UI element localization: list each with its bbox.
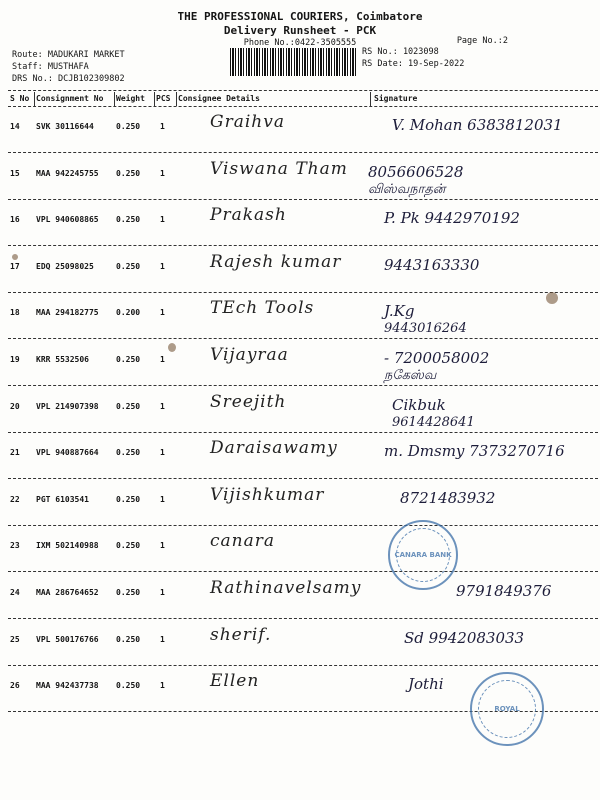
signature: - 7200058002	[384, 349, 490, 367]
col-separator	[370, 92, 371, 106]
col-separator	[176, 92, 177, 106]
serial-number: 16	[10, 215, 20, 225]
table-row	[10, 294, 598, 340]
consignment-number: MAA 942245755	[36, 168, 99, 178]
table-row	[10, 527, 598, 573]
signature: 9791849376	[456, 582, 552, 600]
pieces: 1	[160, 401, 165, 411]
staff: Staff: MUSTHAFA	[12, 62, 89, 72]
pieces: 1	[160, 355, 165, 364]
pieces: 1	[160, 588, 165, 597]
row-divider	[8, 199, 598, 200]
table-row	[10, 341, 598, 387]
table-header	[10, 92, 598, 106]
row-divider	[8, 245, 598, 246]
serial-number: 25	[10, 634, 20, 644]
row-divider	[8, 665, 598, 666]
pieces: 1	[160, 215, 165, 225]
weight: 0.250	[116, 215, 141, 225]
row-divider	[8, 618, 598, 619]
weight: 0.250	[116, 588, 141, 597]
phone-number: Phone No.:0422-3505555	[243, 38, 357, 48]
ink-blot	[546, 292, 558, 304]
bank-stamp-text: CANARA BANK	[394, 551, 452, 559]
seal-stamp	[470, 672, 544, 746]
serial-number: 17	[10, 261, 20, 271]
rs-date: RS Date: 19-Sep-2022	[362, 59, 465, 69]
ink-blot	[12, 254, 18, 260]
weight: 0.250	[116, 355, 141, 364]
seal-stamp-text: ROYAL	[494, 705, 520, 713]
weight: 0.250	[116, 261, 141, 271]
table-row	[10, 248, 598, 294]
table-row	[10, 388, 598, 434]
col-separator	[34, 92, 35, 106]
consignee-name: TEch Tools	[210, 298, 315, 319]
col-separator	[154, 92, 155, 106]
signature: J.Kg	[384, 302, 415, 321]
serial-number: 19	[10, 355, 20, 364]
consignee-name: Graihva	[210, 112, 285, 132]
barcode	[230, 48, 356, 76]
consignee-name: Rajesh kumar	[210, 251, 342, 272]
row-divider	[8, 338, 598, 339]
signature: 9443163330	[384, 255, 480, 274]
table-row	[10, 621, 598, 667]
row-divider	[8, 525, 598, 526]
signature-extra: 9614428641	[392, 414, 475, 430]
divider	[8, 90, 598, 91]
serial-number: 26	[10, 681, 20, 691]
pieces: 1	[160, 168, 165, 178]
col-pcs: PCS	[156, 94, 171, 103]
table-row	[10, 481, 598, 527]
consignment-number: VPL 500176766	[36, 634, 99, 644]
signature: m. Dmsmy 7373270716	[384, 442, 565, 461]
row-divider	[8, 292, 598, 293]
consignee-name: Sreejith	[210, 391, 287, 412]
signature: Jothi	[408, 675, 444, 694]
pieces: 1	[160, 541, 165, 551]
signature-extra: 9443016264	[384, 321, 467, 337]
consignment-number: KRR 5532506	[36, 355, 89, 364]
serial-number: 22	[10, 494, 20, 504]
runsheet-title: Delivery Runsheet - PCK	[223, 24, 377, 37]
pieces: 1	[160, 494, 165, 504]
consignment-number: PGT 6103541	[36, 494, 89, 504]
serial-number: 20	[10, 401, 20, 411]
consignment-number: MAA 942437738	[36, 681, 99, 691]
serial-number: 23	[10, 541, 20, 551]
signature-extra: நகேஸ்வ	[384, 368, 437, 383]
weight: 0.250	[116, 634, 141, 644]
meta-left	[12, 49, 125, 85]
signature: Cikbuk	[392, 395, 446, 414]
serial-number: 21	[10, 448, 20, 458]
serial-number: 15	[10, 168, 20, 178]
signature: V. Mohan 6383812031	[392, 116, 563, 134]
pieces: 1	[160, 261, 165, 271]
pieces: 1	[160, 681, 165, 691]
row-divider	[8, 152, 598, 153]
serial-number: 24	[10, 588, 20, 597]
consignee-name: Rathinavelsamy	[210, 578, 362, 598]
pieces: 1	[160, 634, 165, 644]
table-row	[10, 574, 598, 620]
serial-number: 14	[10, 122, 20, 131]
signature: 8721483932	[400, 488, 496, 507]
signature-extra: விஸ்வநாதன்	[368, 181, 446, 197]
signature: 8056606528	[368, 162, 464, 181]
signature: Sd 9942083033	[404, 628, 525, 647]
table-row	[10, 108, 598, 154]
ink-blot	[168, 343, 176, 352]
drs-number: DRS No.: DCJB102309802	[12, 74, 125, 84]
weight: 0.250	[116, 168, 141, 178]
consignee-name: Prakash	[210, 205, 287, 226]
table-row	[10, 155, 598, 201]
row-divider	[8, 478, 598, 479]
weight: 0.250	[116, 681, 141, 691]
pieces: 1	[160, 448, 165, 458]
meta-right	[362, 46, 464, 70]
consignee-name: sherif.	[210, 624, 272, 645]
weight: 0.250	[116, 448, 141, 458]
col-consignee: Consignee Details	[178, 94, 260, 103]
company-title: THE PROFESSIONAL COURIERS, Coimbatore	[177, 10, 423, 23]
row-divider	[8, 571, 598, 572]
weight: 0.250	[116, 541, 141, 551]
consignee-name: Vijishkumar	[210, 484, 325, 505]
pieces: 1	[160, 122, 165, 131]
consignment-number: MAA 294182775	[36, 308, 99, 318]
col-signature: Signature	[374, 94, 418, 103]
consignee-name: Daraisawamy	[210, 438, 338, 459]
consignee-name: Ellen	[210, 671, 260, 692]
row-divider	[8, 432, 598, 433]
consignee-name: canara	[210, 531, 276, 552]
consignment-number: EDQ 25098025	[36, 261, 94, 271]
consignee-name: Vijayraa	[210, 345, 289, 365]
consignment-number: VPL 940608865	[36, 215, 99, 225]
weight: 0.250	[116, 494, 141, 504]
signature: P. Pk 9442970192	[384, 209, 520, 228]
divider	[8, 106, 598, 107]
bank-stamp	[388, 520, 458, 590]
consignment-number: VPL 940887664	[36, 448, 99, 458]
col-sno: S No	[10, 94, 30, 103]
consignment-number: VPL 214907398	[36, 401, 99, 411]
consignment-number: MAA 286764652	[36, 588, 99, 597]
table-row	[10, 434, 598, 480]
consignee-name: Viswana Tham	[210, 158, 348, 179]
col-weight: Weight	[116, 94, 145, 103]
col-separator	[114, 92, 115, 106]
route: Route: MADUKARI MARKET	[12, 50, 125, 60]
serial-number: 18	[10, 308, 20, 318]
table-row	[10, 201, 598, 247]
weight: 0.250	[116, 122, 141, 131]
consignment-number: IXM 502140988	[36, 541, 99, 551]
weight: 0.250	[116, 401, 141, 411]
pieces: 1	[160, 308, 165, 318]
page-number: Page No.:2	[456, 36, 508, 46]
rs-number: RS No.: 1023098	[362, 47, 439, 57]
weight: 0.200	[116, 308, 141, 318]
consignment-number: SVK 30116644	[36, 122, 94, 131]
row-divider	[8, 385, 598, 386]
col-consignment: Consignment No	[36, 94, 104, 103]
